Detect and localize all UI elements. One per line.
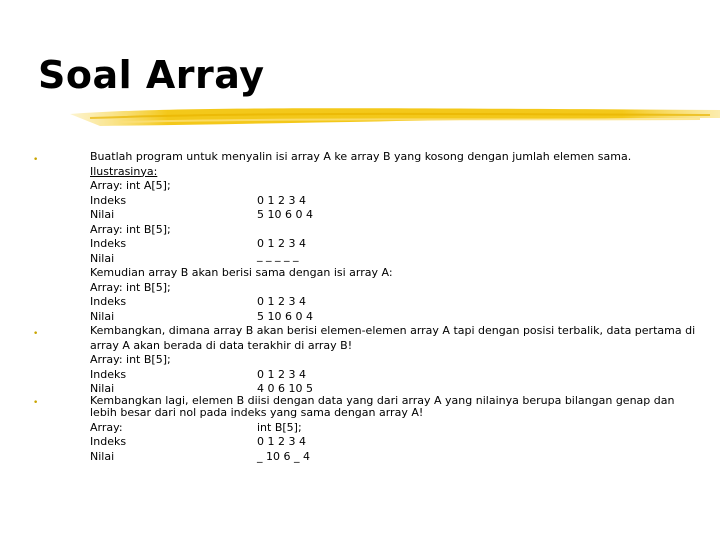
text-line: Indeks [90, 435, 127, 448]
text-line: Indeks [90, 193, 127, 207]
text-line: Nilai [90, 449, 115, 463]
text-line: Kemudian array B akan berisi sama dengan isi array A: [90, 266, 393, 279]
text-line: Buatlah program untuk menyalin isi array A ke array B yang kosong dengan jumlah elemen sama. [90, 150, 632, 163]
text-line: Array: [90, 420, 123, 434]
text-line: Array: int B[5]; [90, 280, 171, 294]
array-a-nilai: 5 10 6 0 4 [257, 208, 313, 221]
text-line: Nilai [90, 309, 115, 323]
text-line: lebih besar dari nol pada indeks yang sama dengan array A! [90, 406, 424, 419]
text-line: Indeks [90, 367, 127, 381]
array-d-nilai: 4 0 6 10 5 [257, 382, 313, 395]
text-line: Kembangkan lagi, elemen B diisi dengan data yang dari array A yang nilainya berupa bilangan genap dan [90, 394, 675, 407]
array-e-indeks: 0 1 2 3 4 [257, 435, 306, 448]
array-c-indeks: 0 1 2 3 4 [257, 295, 306, 308]
text-line: Ilustrasinya: [90, 164, 158, 178]
bullet-2: • [33, 329, 39, 339]
array-d-indeks: 0 1 2 3 4 [257, 367, 306, 381]
text-line: Array: int B[5]; [90, 353, 171, 366]
text-line: Indeks [90, 237, 127, 250]
array-b-nilai: _ _ _ _ _ [257, 249, 299, 262]
text-line: Indeks [90, 295, 127, 308]
text-line: array A akan berada di data terakhir di array B! [90, 338, 353, 352]
array-e-nilai: _ 10 6 _ 4 [257, 449, 310, 463]
bullet-1: • [33, 155, 39, 165]
text-line: Nilai [90, 208, 115, 221]
array-b-indeks: 0 1 2 3 4 [257, 237, 306, 250]
array-c-nilai: 5 10 6 0 4 [257, 309, 313, 323]
text-line: Array: int A[5]; [90, 179, 171, 192]
text-line: Nilai [90, 382, 115, 395]
text-line: Kembangkan, dimana array B akan berisi elemen-elemen array A tapi dengan posisi terbalik, data pertama di [90, 324, 696, 337]
slide-title: Soal Array [38, 53, 265, 97]
bullet-3: • [33, 398, 39, 408]
title-underline-decoration [60, 104, 720, 134]
text-line: Nilai [90, 251, 115, 265]
array-a-indeks: 0 1 2 3 4 [257, 193, 306, 207]
array-e-decl: int B[5]; [257, 420, 302, 434]
text-line: Array: int B[5]; [90, 222, 171, 236]
